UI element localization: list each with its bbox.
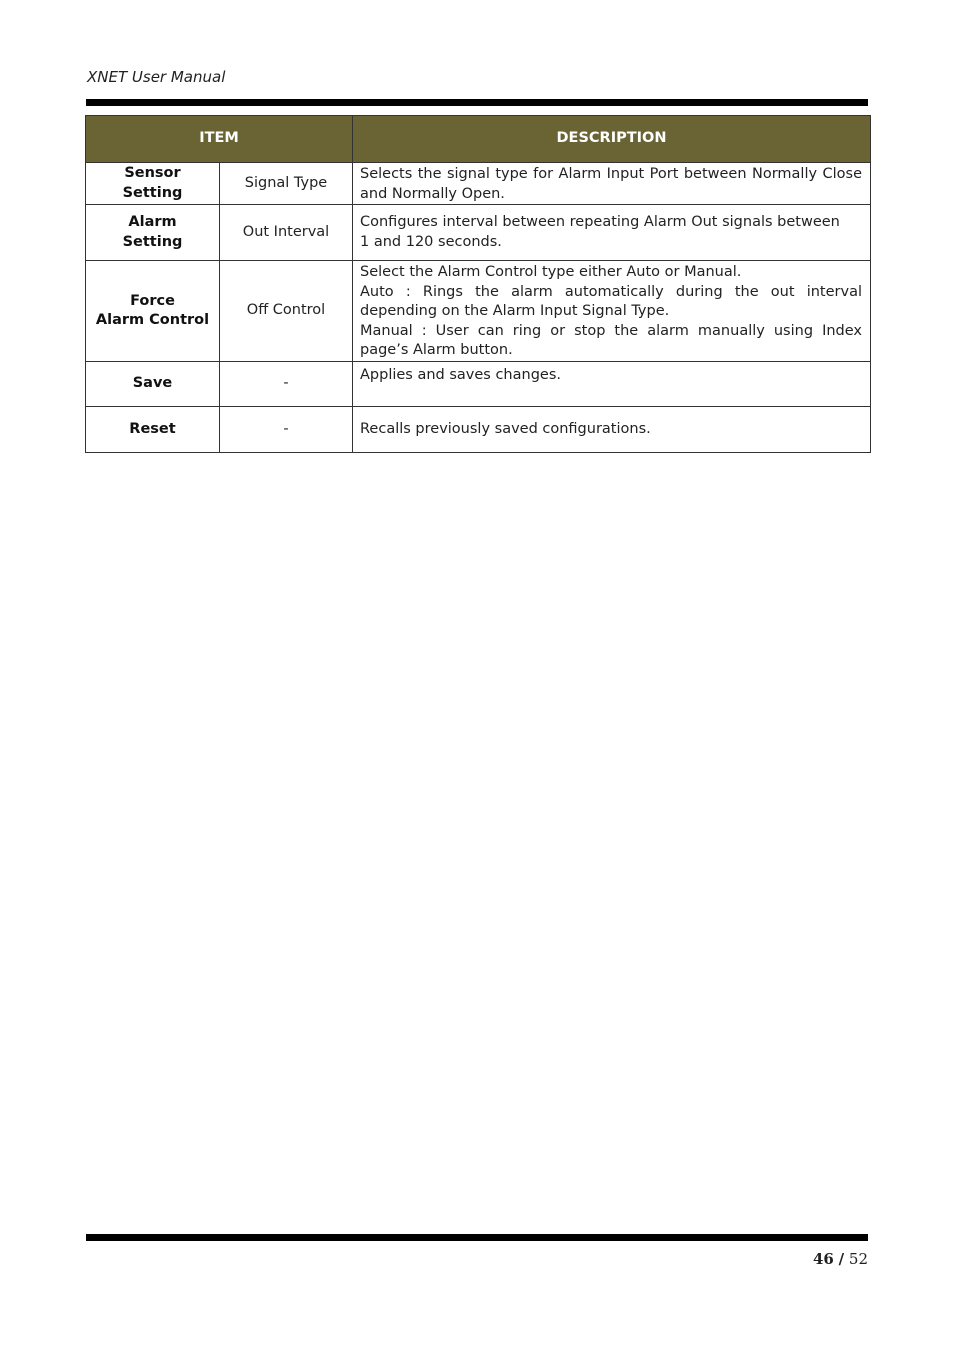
item-cell <box>86 205 220 261</box>
item-cell <box>86 362 220 407</box>
description-cell <box>353 261 871 362</box>
description-line: Selects the signal type for Alarm Input Port between Normally Close and Normally Open. <box>360 166 862 202</box>
item-cell <box>86 261 220 362</box>
description-line: Recalls previously saved configurations. <box>360 420 651 437</box>
description-cell <box>353 163 871 205</box>
description-cell <box>353 205 871 261</box>
settings-table <box>85 115 871 453</box>
subitem-cell: Off Control <box>220 261 353 362</box>
description-cell <box>353 407 871 453</box>
description-line: 1 and 120 seconds. <box>360 233 502 250</box>
item-label: Alarm Setting <box>122 214 183 250</box>
document-header-title: XNET User Manual <box>87 68 226 86</box>
description-line: Manual : User can ring or stop the alarm manually using Index page’s Alarm button. <box>360 322 862 358</box>
item-label: Force Alarm Control <box>95 292 210 328</box>
description-line: Auto : Rings the alarm automatically during the out interval depending on the Alarm Input Signal Type. <box>360 283 862 319</box>
description-line: Configures interval between repeating Alarm Out signals between <box>360 214 840 230</box>
table-row <box>86 362 871 407</box>
table-row <box>86 261 871 362</box>
item-cell <box>86 163 220 205</box>
header-rule <box>86 99 868 106</box>
description-line: Applies and saves changes. <box>360 367 561 383</box>
item-cell <box>86 407 220 453</box>
page-number <box>813 1250 868 1268</box>
item-column-header: ITEM <box>86 116 353 163</box>
description-cell <box>353 362 871 407</box>
subitem-cell: - <box>220 407 353 453</box>
footer-rule <box>86 1234 868 1241</box>
table-header-row <box>86 116 871 163</box>
subitem-cell: Signal Type <box>220 163 353 205</box>
table-row <box>86 205 871 261</box>
total-pages: 52 <box>848 1250 868 1268</box>
description-line: Select the Alarm Control type either Auto or Manual. <box>360 264 742 280</box>
item-label: Sensor Setting <box>122 165 183 201</box>
page-separator: / <box>838 1250 845 1268</box>
item-label: Save <box>132 375 173 392</box>
item-label: Reset <box>129 420 176 437</box>
subitem-cell: - <box>220 362 353 407</box>
current-page: 46 <box>812 1250 834 1268</box>
subitem-cell: Out Interval <box>220 205 353 261</box>
table-row <box>86 163 871 205</box>
description-column-header: DESCRIPTION <box>353 116 871 163</box>
table-row <box>86 407 871 453</box>
